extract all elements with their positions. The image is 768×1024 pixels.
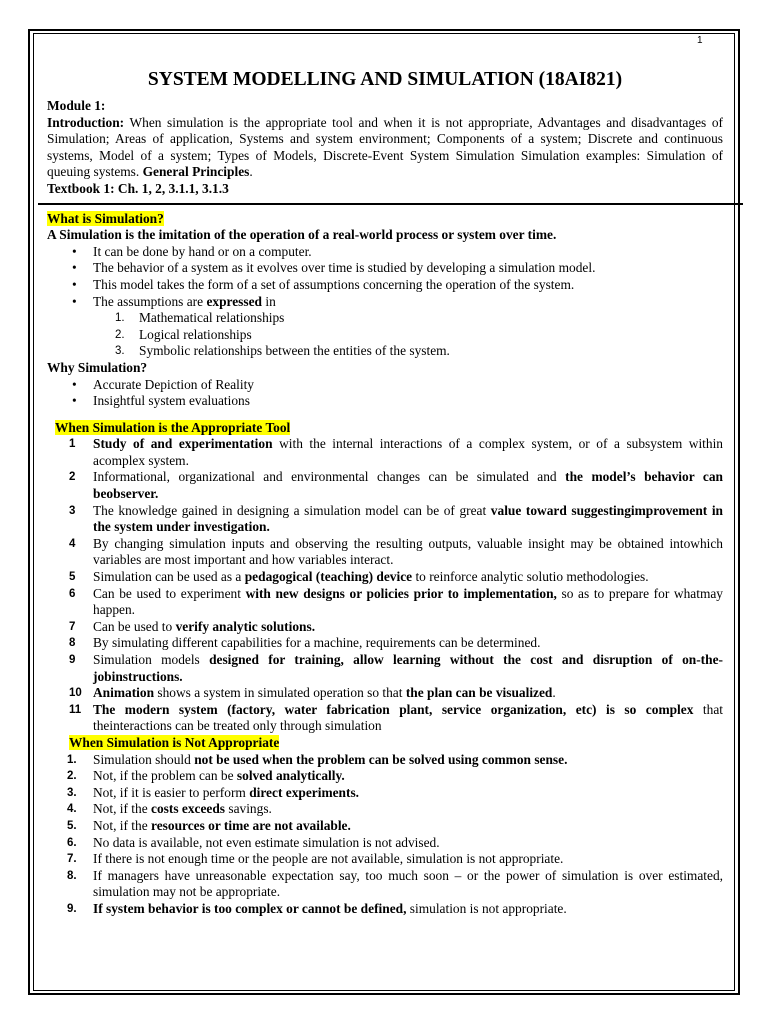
item-number: 4 xyxy=(69,537,76,550)
item-number: 8. xyxy=(67,869,77,882)
item-number: 8 xyxy=(69,637,76,650)
list-item: 10 Animation shows a system in simulated operation so that the plan can be visualized. xyxy=(69,685,556,701)
item-number: 11 xyxy=(69,703,82,716)
appropriate-heading: When Simulation is the Appropriate Tool xyxy=(55,419,291,435)
item-number: 6. xyxy=(67,836,77,849)
list-item: 5. Not, if the resources or time are not available. xyxy=(67,817,351,833)
list-item: 3. Symbolic relationships between the entities of the system. xyxy=(115,343,450,359)
list-item: 4. Not, if the costs exceeds savings. xyxy=(67,801,272,817)
simulation-definition: A Simulation is the imitation of the operation of a real-world process or system over time. xyxy=(47,227,557,243)
list-item: • The behavior of a system as it evolves over time is studied by developing a simulation model. xyxy=(47,260,723,277)
list-item: • It can be done by hand or on a computer. xyxy=(47,244,723,261)
list-item: 5 Simulation can be used as a pedagogical (teaching) device to reinforce analytic solutio methodologies. xyxy=(69,569,649,585)
module-label: Module 1: xyxy=(47,98,106,113)
item-number: 4. xyxy=(67,803,77,816)
list-item: 7. If there is not enough time or the people are not available, simulation is not appropriate. xyxy=(67,851,564,867)
list-item: 4 By changing simulation inputs and observing the resulting outputs, valuable insight may be obtained intowhich variables are most important and how variables interact. xyxy=(69,535,723,568)
item-number: 5. xyxy=(67,819,77,832)
list-item: 11 The modern system (factory, water fabrication plant, service organization, etc) is so complex that theinteractions can be treated only through simulation xyxy=(69,701,723,734)
textbook-reference: Textbook 1: Ch. 1, 2, 3.1.1, 3.1.3 xyxy=(47,180,229,196)
not-appropriate-heading: When Simulation is Not Appropriate xyxy=(69,734,280,750)
list-item: 8 By simulating different capabilities for a machine, requirements can be determined. xyxy=(69,635,541,651)
appropriate-list xyxy=(47,436,723,735)
list-item: • Insightful system evaluations xyxy=(47,393,723,410)
list-item: 3. Not, if it is easier to perform direct experiments. xyxy=(67,784,360,800)
list-item: 6 Can be used to experiment with new designs or policies prior to implementation, so as to prepare for whatmay happen. xyxy=(69,585,723,618)
list-item: 2. Logical relationships xyxy=(115,326,252,342)
item-number: 3 xyxy=(69,504,76,517)
list-item: 7 Can be used to verify analytic solutions. xyxy=(69,618,316,634)
item-number: 5 xyxy=(69,571,76,584)
list-item: 9 Simulation models designed for training, allow learning without the cost and disruption of on-the-jobinstructions. xyxy=(69,652,723,684)
list-item: 1. Simulation should not be used when the problem can be solved using common sense. xyxy=(67,751,568,767)
list-item: 1 Study of and experimentation with the internal interactions of a complex system, or of a subsystem within acomplex system. xyxy=(69,436,723,468)
list-item: 3 The knowledge gained in designing a simulation model can be of great value toward suggestingimprovement in the system under investigation. xyxy=(69,502,724,535)
general-principles: General Principles xyxy=(142,164,250,180)
item-number: 1. xyxy=(67,753,77,766)
item-number: 10 xyxy=(69,687,82,700)
item-number: 9 xyxy=(69,654,76,666)
list-item: 2 Informational, organizational and environmental changes can be simulated and the model’s behavior can beobserver. xyxy=(69,469,723,502)
item-number: 2 xyxy=(69,471,76,484)
what-is-heading: What is Simulation? xyxy=(47,210,164,226)
not-appropriate-list xyxy=(47,752,723,918)
list-item: 6. No data is available, not even estimate simulation is not advised. xyxy=(67,834,440,850)
relationship-list xyxy=(47,310,723,360)
item-number: 9. xyxy=(67,902,77,915)
item-number: 7. xyxy=(67,853,77,866)
section-divider xyxy=(38,203,743,205)
list-item: • This model takes the form of a set of assumptions concerning the operation of the system. xyxy=(47,277,723,294)
what-is-bullets xyxy=(47,244,723,310)
document-body xyxy=(47,68,723,918)
why-heading: Why Simulation? xyxy=(47,359,148,375)
list-item: • The assumptions are expressed in xyxy=(47,294,723,311)
item-number: 1 xyxy=(69,438,76,451)
item-number: 2. xyxy=(67,770,77,783)
item-number: 6 xyxy=(69,587,76,600)
page-number: 1 xyxy=(697,35,703,46)
list-item: 1. Mathematical relationships xyxy=(115,310,285,326)
why-bullets xyxy=(47,377,723,410)
item-number: 7 xyxy=(69,620,76,633)
item-number: 3. xyxy=(67,786,77,799)
list-item: 8. If managers have unreasonable expectation say, too much soon – or the power of simulation is over estimated, simulation may not be appropriate. xyxy=(67,867,723,900)
page-title: SYSTEM MODELLING AND SIMULATION (18AI821) xyxy=(147,69,623,90)
intro-text: When simulation is the appropriate tool and when it is not appropriate, Advantages and disadvantages of Simulation; Areas of application, Systems and system environment; Components of a system; Discrete and continuous systems, Model of a system; Types of Models, Discrete-Event System Simulation Simulation examples: Simulation of queuing systems. xyxy=(47,114,723,180)
intro-label: Introduction: xyxy=(47,114,125,130)
list-item: 2. Not, if the problem can be solved analytically. xyxy=(67,768,345,784)
module-introduction: Introduction: When simulation is the appropriate tool and when it is not appropriate, Advantages and disadvantages of Simulation; Areas of application, Systems and system environment; Components of a system; Discrete and continuous systems, Model of a system; Types of Models, Discrete-Event System Simulation Simulation examples: Simulation of queuing systems. General Principles. xyxy=(47,114,723,180)
list-item: 9. If system behavior is too complex or cannot be defined, simulation is not appropriate. xyxy=(67,900,567,916)
list-item: • Accurate Depiction of Reality xyxy=(47,377,723,394)
